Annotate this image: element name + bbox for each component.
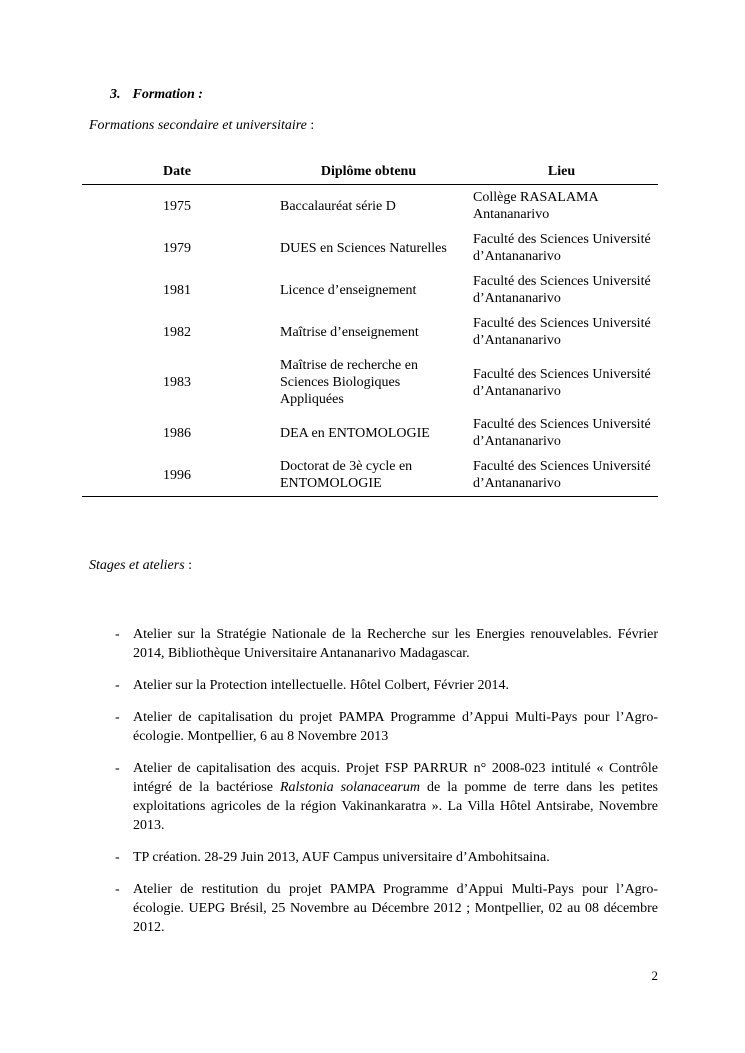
table-cell: 1982 xyxy=(163,324,191,340)
text-segment: Atelier de capitalisation du projet PAMPA Programme d’Appui Multi-Pays pour l’Agro-écologie. Montpellier, 6 au 8 Novembre 2013 xyxy=(133,710,658,744)
list-item xyxy=(89,708,658,746)
section-heading-formation xyxy=(110,86,658,104)
table-cell: 1975 xyxy=(163,198,191,214)
subsection-formations-colon: : xyxy=(306,118,315,133)
list-item xyxy=(89,848,658,867)
column-header-lieu: Lieu xyxy=(465,161,658,185)
list-item xyxy=(89,676,658,695)
subsection-stages-label xyxy=(89,557,658,575)
text-segment: Atelier sur la Protection intellectuelle. Hôtel Colbert, Février 2014. xyxy=(133,678,509,693)
table-cell: Faculté des Sciences Université d’Antananarivo xyxy=(473,417,651,449)
column-header-date: Date xyxy=(82,161,272,185)
table-cell: 1979 xyxy=(163,240,191,256)
list-item-marker: - xyxy=(115,850,120,865)
table-cell: Maîtrise de recherche en Sciences Biologiques Appliquées xyxy=(280,358,418,407)
subsection-stages-text: Stages et ateliers xyxy=(89,558,185,573)
table-cell: Maîtrise d’enseignement xyxy=(280,324,419,340)
list-item-marker: - xyxy=(115,882,120,897)
table-cell: Faculté des Sciences Université d’Antananarivo xyxy=(473,366,651,399)
table-cell: DUES en Sciences Naturelles xyxy=(280,240,447,256)
text-segment: de la pomme de terre dans les petites exploitations agricoles de la région Vakinankaratra ». La Villa Hôtel Antsirabe, Novembre 2013. xyxy=(133,780,659,833)
formation-table xyxy=(82,161,658,497)
formation-table-body xyxy=(82,185,658,497)
column-header-diplome: Diplôme obtenu xyxy=(272,161,465,185)
table-cell: Doctorat de 3è cycle en ENTOMOLOGIE xyxy=(280,459,413,491)
list-item xyxy=(89,759,658,835)
table-cell: DEA en ENTOMOLOGIE xyxy=(280,425,430,441)
table-row xyxy=(82,454,658,497)
italic-text-segment: Ralstonia solanacearum xyxy=(279,780,420,795)
table-header-row xyxy=(82,161,658,185)
table-cell: Baccalauréat série D xyxy=(280,198,396,214)
list-item-text xyxy=(133,678,509,693)
table-row xyxy=(82,185,658,228)
table-cell: 1981 xyxy=(163,282,191,298)
page-number: 2 xyxy=(651,968,658,983)
list-item-text xyxy=(133,761,658,833)
table-row xyxy=(82,269,658,311)
list-item-text xyxy=(133,882,658,935)
subsection-formations-text: Formations secondaire et universitaire xyxy=(89,118,307,133)
table-cell: Licence d’enseignement xyxy=(280,282,417,298)
text-segment: Atelier de capitalisation des acquis. Projet FSP PARRUR n° 2008-023 intitulé « Contrôle intégré de la bactériose xyxy=(133,761,658,795)
list-item-marker: - xyxy=(115,710,120,725)
list-item-text xyxy=(133,627,658,661)
table-cell: Faculté des Sciences Université d’Antananarivo xyxy=(473,459,651,491)
list-item xyxy=(89,880,658,937)
list-item-text xyxy=(133,710,658,744)
list-item-marker: - xyxy=(115,678,120,693)
subsection-stages-colon: : xyxy=(184,558,193,573)
list-item-marker: - xyxy=(115,627,120,642)
subsection-formations-label xyxy=(89,117,658,135)
table-row xyxy=(82,227,658,269)
table-cell: 1996 xyxy=(163,467,191,483)
table-row xyxy=(82,353,658,412)
heading-label: Formation : xyxy=(132,87,203,102)
list-item-text xyxy=(133,850,550,865)
table-cell: Faculté des Sciences Université d’Antananarivo xyxy=(473,232,651,264)
stages-list xyxy=(89,625,658,937)
formation-table-header xyxy=(82,161,658,185)
text-segment: TP création. 28-29 Juin 2013, AUF Campus universitaire d’Ambohitsaina. xyxy=(133,850,550,865)
list-item-marker: - xyxy=(115,761,120,776)
table-row xyxy=(82,311,658,353)
heading-number: 3. xyxy=(110,87,121,102)
table-cell: 1986 xyxy=(163,425,191,441)
table-cell: Collège RASALAMA Antananarivo xyxy=(473,190,598,222)
table-row xyxy=(82,412,658,454)
table-cell: Faculté des Sciences Université d’Antananarivo xyxy=(473,316,651,348)
table-cell: Faculté des Sciences Université d’Antananarivo xyxy=(473,274,651,306)
table-cell: 1983 xyxy=(163,375,191,390)
list-item xyxy=(89,625,658,663)
text-segment: Atelier sur la Stratégie Nationale de la Recherche sur les Energies renouvelables. Février 2014, Bibliothèque Universitaire Antananarivo Madagascar. xyxy=(133,627,658,661)
text-segment: Atelier de restitution du projet PAMPA Programme d’Appui Multi-Pays pour l’Agro-écologie. UEPG Brésil, 25 Novembre au Décembre 2012 ; Montpellier, 02 au 08 décembre 2012. xyxy=(133,882,658,935)
